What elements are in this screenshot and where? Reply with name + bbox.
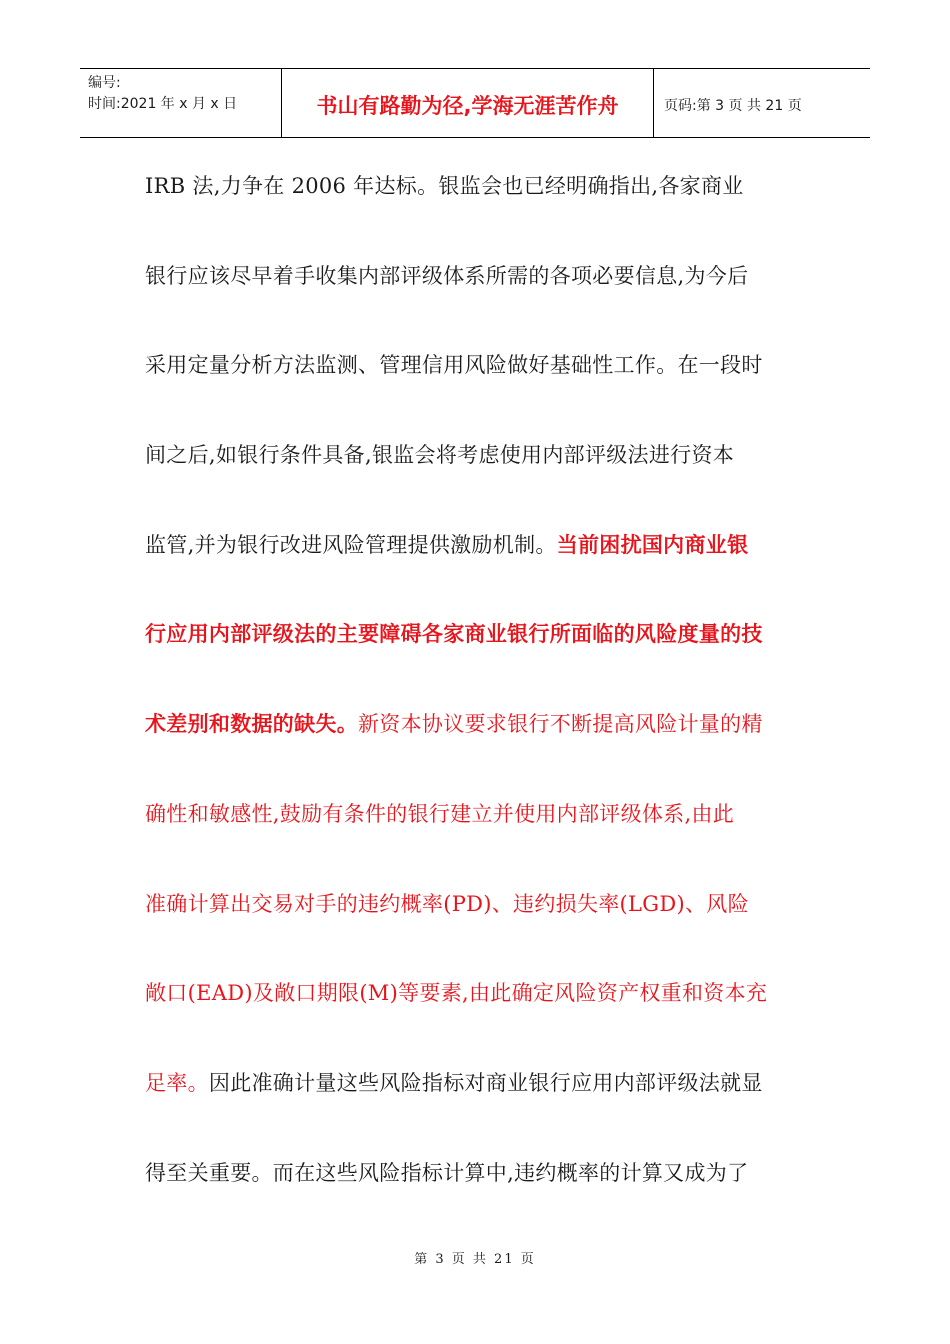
highlighted-bold-line: 行应用内部评级法的主要障碍各家商业银行所面临的风险度量的技	[145, 621, 763, 647]
highlighted-text: 足率。	[145, 1070, 209, 1095]
page-header	[80, 68, 870, 138]
text-line	[145, 698, 810, 788]
text-line: 采用定量分析方法监测、管理信用风险做好基础性工作。在一段时	[145, 353, 763, 378]
body-text	[145, 160, 810, 1236]
highlighted-bold-text: 当前困扰国内商业银	[556, 531, 749, 557]
text-line: IRB 法,力争在 2006 年达标。银监会也已经明确指出,各家商业	[145, 174, 744, 198]
text-segment: 监管,并为银行改进风险管理提供激励机制。	[145, 532, 557, 557]
highlighted-text: 新资本协议要求银行不断提高风险计量的精	[358, 712, 763, 737]
text-segment: 因此准确计量这些风险指标对商业银行应用内部评级法就显	[208, 1070, 763, 1095]
text-line: 银行应该尽早着手收集内部评级体系所需的各项必要信息,为今后	[145, 263, 749, 288]
document-date: 时间:2021 年 x 月 x 日	[88, 96, 238, 112]
highlighted-line: 确性和敏感性,鼓励有条件的银行建立并使用内部评级体系,由此	[145, 801, 735, 826]
document-number-label: 编号:	[88, 75, 121, 91]
header-motto: 书山有路勤为径,学海无涯苦作舟	[282, 69, 654, 137]
highlighted-bold-text: 术差别和数据的缺失。	[145, 711, 358, 737]
text-line: 得至关重要。而在这些风险指标计算中,违约概率的计算又成为了	[145, 1160, 749, 1185]
text-line	[145, 519, 810, 609]
highlighted-line: 准确计算出交易对手的违约概率(PD)、违约损失率(LGD)、风险	[145, 891, 749, 916]
header-page-info: 页码:第 3 页 共 21 页	[664, 98, 802, 114]
header-meta	[80, 69, 282, 137]
page-footer: 第 3 页 共 21 页	[414, 1252, 536, 1267]
text-line: 间之后,如银行条件具备,银监会将考虑使用内部评级法进行资本	[145, 443, 735, 468]
text-line	[145, 1057, 810, 1147]
highlighted-line: 敞口(EAD)及敞口期限(M)等要素,由此确定风险资产权重和资本充	[145, 981, 768, 1006]
